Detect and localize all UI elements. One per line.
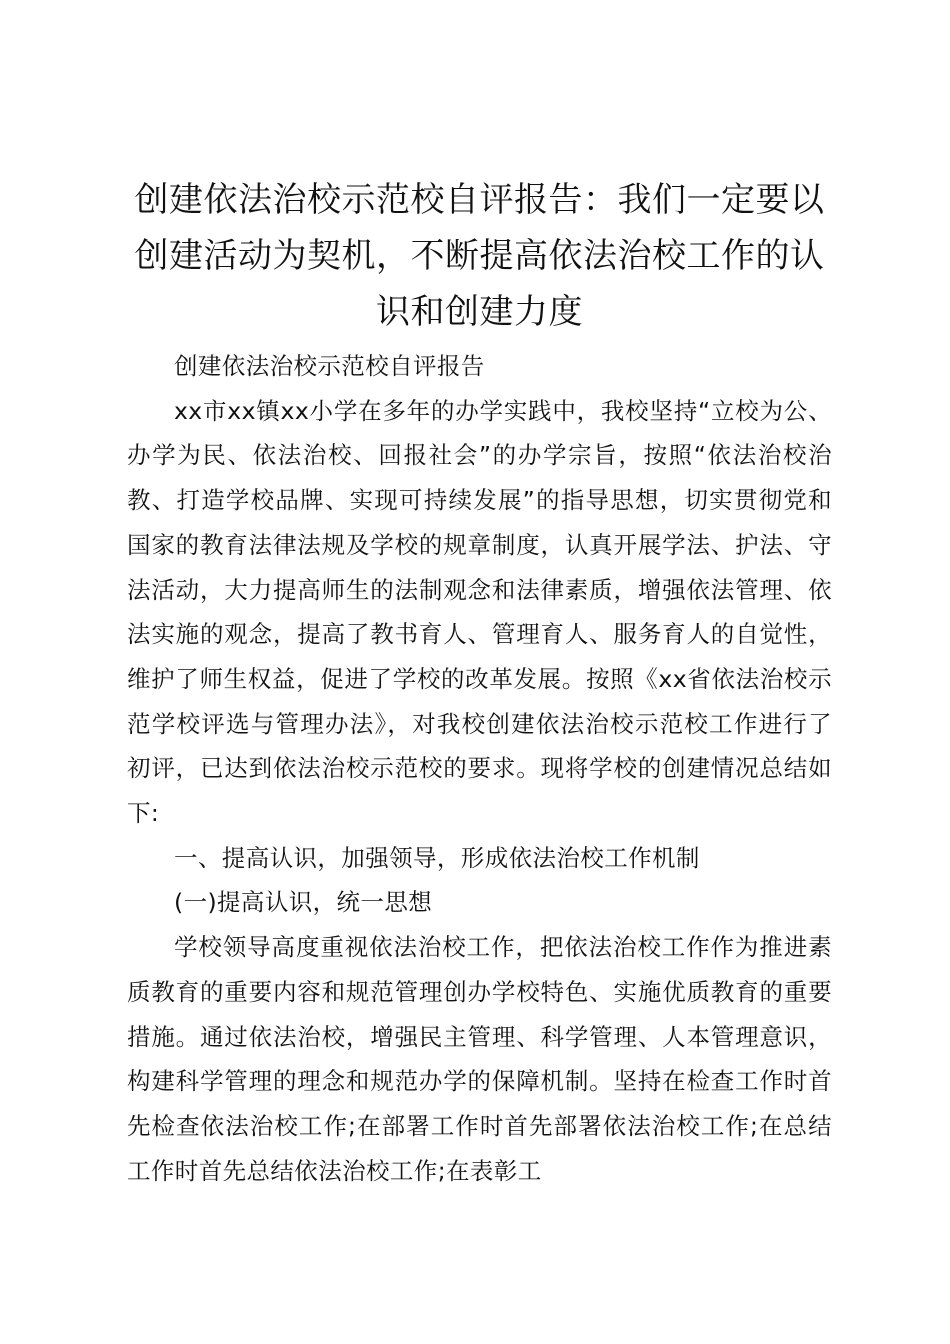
document-title: 创建依法治校示范校自评报告：我们一定要以创建活动为契机，不断提高依法治校工作的认识和创建力度 xyxy=(134,180,825,332)
document-page xyxy=(127,172,832,1193)
paragraph-body: 学校领导高度重视依法治校工作，把依法治校工作作为推进素质教育的重要内容和规范管理创办学校特色、实施优质教育的重要措施。通过依法治校，增强民主管理、科学管理、人本管理意识，构建科学管理的理念和规范办学的保障机制。坚持在检查工作时首先检查依法治校工作;在部署工作时首先部署依法治校工作;在总结工作时首先总结依法治校工作;在表彰工 xyxy=(127,933,832,1185)
document-subtitle: 创建依法治校示范校自评报告 xyxy=(174,352,485,380)
subsection-heading-1: (一)提高认识，统一思想 xyxy=(174,888,433,917)
section-heading-1: 一、提高认识，加强领导，形成依法治校工作机制 xyxy=(174,843,700,872)
paragraph-intro: xx市xx镇xx小学在多年的办学实践中，我校坚持“立校为公、办学为民、依法治校、回报社会”的办学宗旨，按照“依法治校治教、打造学校品牌、实现可持续发展”的指导思想，切实贯彻党和国家的教育法律法规及学校的规章制度，认真开展学法、护法、守法活动，大力提高师生的法制观念和法律素质，增强依法管理、依法实施的观念，提高了教书育人、管理育人、服务育人的自觉性，维护了师生权益，促进了学校的改革发展。按照《xx省依法治校示范学校评选与管理办法》，对我校创建依法治校示范校工作进行了初评，已达到依法治校示范校的要求。现将学校的创建情况总结如下: xyxy=(127,396,832,828)
